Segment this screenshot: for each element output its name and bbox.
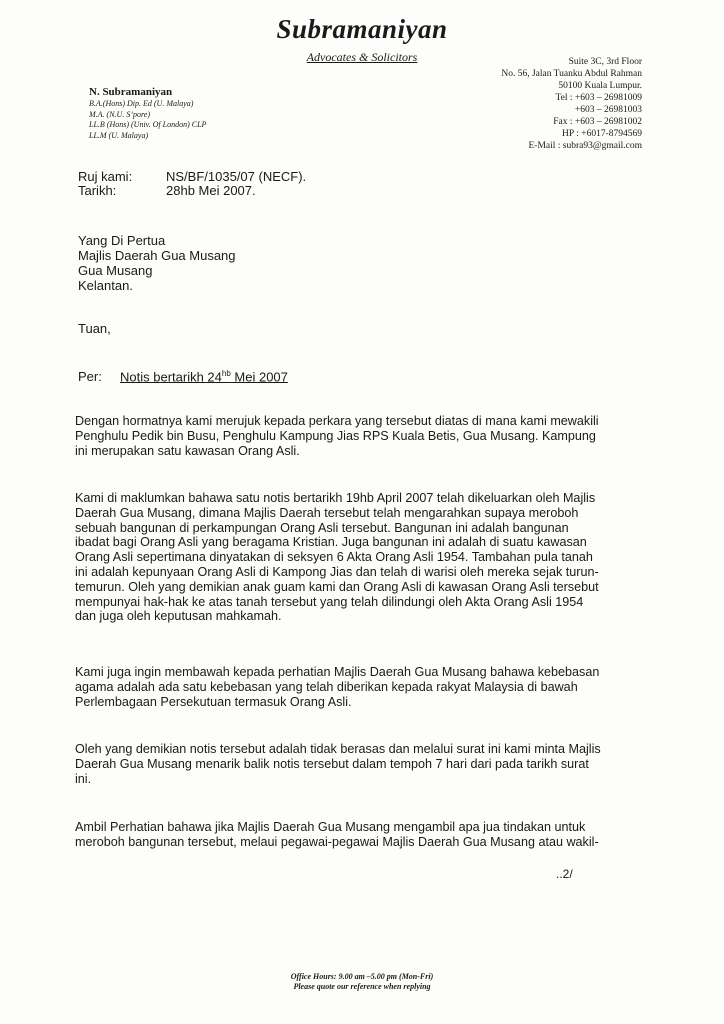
firm-address	[501, 56, 642, 152]
qualification-line: LL.B (Hons) (Univ. Of London) CLP	[89, 120, 207, 129]
date-value: 28hb Mei 2007.	[166, 183, 256, 198]
recipient-line: Kelantan.	[78, 278, 133, 293]
subject-text: Notis bertarikh 24	[120, 369, 222, 385]
paragraph-line: Kami di maklumkan bahawa satu notis bertarikh 19hb April 2007 telah dikeluarkan oleh Majlis	[75, 491, 596, 505]
paragraph-line: temurun. Oleh yang demikian anak guam kami dan Orang Asli di kawasan Orang Asli tersebut	[75, 579, 599, 594]
mobile-line: HP : +6017-8794569	[562, 129, 642, 139]
address-line: No. 56, Jalan Tuanku Abdul Rahman	[501, 69, 642, 79]
paragraph-line: Daerah Gua Musang, dimana Majlis Daerah tersebut telah mengarahkan supaya meroboh	[75, 505, 579, 520]
body-paragraph-1	[75, 414, 650, 458]
paragraph-line: Dengan hormatnya kami merujuk kepada perkara yang tersebut diatas di mana kami mewakili	[75, 414, 599, 428]
subject-text-end: Mei 2007	[230, 369, 288, 385]
salutation: Tuan,	[78, 321, 111, 336]
paragraph-line: Daerah Gua Musang menarik balik notis tersebut dalam tempoh 7 hari dari pada tarikh surat	[75, 756, 589, 771]
subject-line	[78, 369, 288, 384]
qualification-line: B.A.(Hons) Dip. Ed (U. Malaya)	[89, 99, 194, 108]
email-line: E-Mail : subra93@gmail.com	[528, 141, 642, 151]
paragraph-line: Kami juga ingin membawah kepada perhatian Majlis Daerah Gua Musang bahawa kebebasan	[75, 665, 600, 679]
address-line: Suite 3C, 3rd Floor	[568, 57, 642, 67]
partner-qualifications	[89, 99, 206, 141]
firm-name: Subramaniyan	[276, 14, 448, 44]
paragraph-line: mempunyai hak-hak ke atas tanah tersebut yang telah dilindungi oleh Akta Orang Asli 1954	[75, 594, 584, 609]
recipient-line: Majlis Daerah Gua Musang	[78, 248, 236, 263]
paragraph-line: ini.	[75, 771, 92, 786]
paragraph-line: Orang Asli sepertimana dinyatakan di seksyen 6 Akta Orang Asli 1954. Tambahan pula tanah	[75, 550, 593, 565]
footer	[0, 972, 724, 992]
reference-value: NS/BF/1035/07 (NECF).	[166, 169, 307, 184]
reference-block	[78, 170, 306, 198]
subject-label: Per:	[78, 369, 102, 385]
qualification-line: LL.M (U. Malaya)	[89, 130, 149, 140]
address-line: 50100 Kuala Lumpur.	[558, 81, 642, 91]
paragraph-line: meroboh bangunan tersebut, melaui pegawai-pegawai Majlis Daerah Gua Musang atau wakil-	[75, 834, 599, 849]
paragraph-line: agama adalah ada satu kebebasan yang telah diberikan kepada rakyat Malaysia di bawah	[75, 679, 578, 694]
page-continuation-marker: ..2/	[556, 867, 573, 881]
partner-block	[89, 86, 206, 141]
paragraph-line: Oleh yang demikian notis tersebut adalah tidak berasas dan melalui surat ini kami minta Majlis	[75, 742, 601, 756]
paragraph-line: sebuah bangunan di perkampungan Orang Asli tersebut. Bangunan ini adalah bangunan	[75, 520, 569, 535]
reference-row	[78, 170, 306, 184]
reference-note: Please quote our reference when replying	[293, 982, 431, 991]
firm-subtitle: Advocates & Solicitors	[306, 50, 418, 64]
paragraph-line: ibadat bagi Orang Asli yang beragama Kristian. Juga bangunan ini adalah di suatu kawasan	[75, 535, 587, 550]
partner-name: N. Subramaniyan	[89, 86, 173, 98]
paragraph-line: ini adalah kepunyaan Orang Asli di Kampong Jias dan telah di warisi oleh mereka sejak turun-	[75, 564, 599, 579]
paragraph-line: ini merupakan satu kawasan Orang Asli.	[75, 443, 300, 458]
subject-superscript: hb	[221, 369, 231, 378]
recipient-address	[78, 233, 236, 293]
fax-line: Fax : +603 – 26981002	[553, 117, 642, 127]
paragraph-line: Perlembagaan Persekutuan termasuk Orang Asli.	[75, 694, 352, 709]
paragraph-line: dan juga oleh keputusan mahkamah.	[75, 609, 282, 624]
phone-line: Tel : +603 – 26981009	[555, 93, 642, 103]
body-paragraph-4	[75, 742, 650, 786]
body-paragraph-5	[75, 820, 650, 850]
date-label: Tarikh:	[78, 183, 117, 198]
date-row	[78, 184, 306, 198]
reference-label: Ruj kami:	[78, 169, 133, 184]
body-paragraph-2	[75, 491, 650, 624]
recipient-line: Yang Di Pertua	[78, 233, 166, 248]
phone-line: +603 – 26981003	[574, 105, 642, 115]
office-hours: Office Hours: 9.00 am –5.00 pm (Mon-Fri)	[290, 972, 434, 981]
paragraph-line: Ambil Perhatian bahawa jika Majlis Daerah Gua Musang mengambil apa jua tindakan untuk	[75, 820, 586, 834]
body-paragraph-3	[75, 665, 650, 709]
recipient-line: Gua Musang	[78, 263, 153, 278]
paragraph-line: Penghulu Pedik bin Busu, Penghulu Kampung Jias RPS Kuala Betis, Gua Musang. Kampung	[75, 428, 596, 443]
qualification-line: M.A. (N.U. S’pore)	[89, 109, 151, 119]
